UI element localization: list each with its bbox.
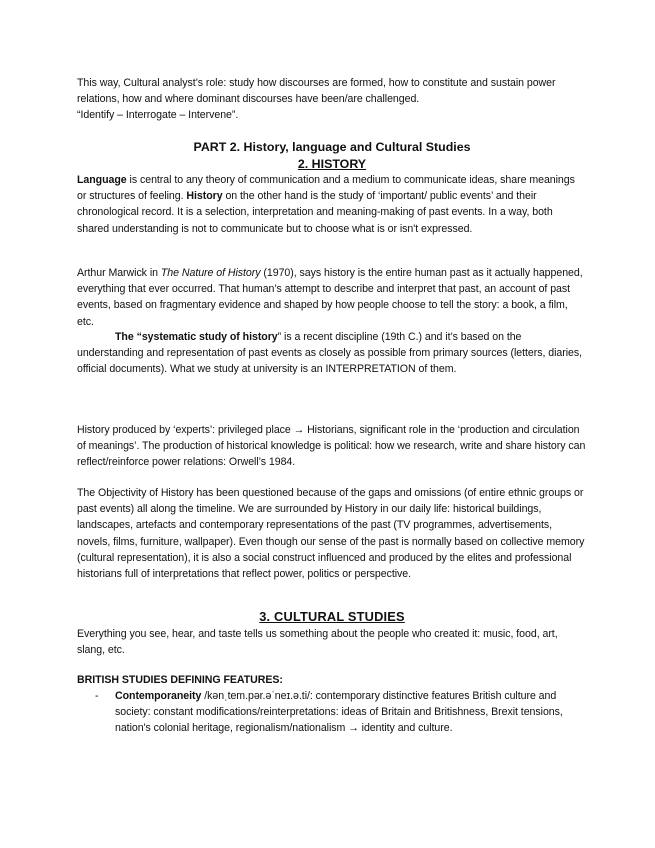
systematic-study-text: ” is a recent discipline (19th C.) and it’s based on the understanding and representation of past events as closely as possible from primary sources (letters, diaries, official documents). What we study at university is an INTERPRETATION of them. — [77, 331, 583, 376]
features-list — [77, 688, 587, 737]
history-term: History — [186, 190, 223, 203]
marwick-text-a: Arthur Marwick in — [77, 267, 161, 279]
history-para-objectivity — [77, 485, 587, 582]
language-text: is central to any theory of communication and a medium to communicate ideas, share meanings or structures of feeling. — [77, 174, 575, 203]
history-para-language — [77, 172, 587, 237]
language-term: Language — [77, 174, 127, 186]
cultural-studies-heading: 3. CULTURAL STUDIES — [259, 609, 405, 624]
experts-text: History produced by ‘experts’: privileged place → Historians, significant role in the ‘production and circulation of meanings’. The production of historical knowledge is political: how we research, write and share history can reflect/reinforce power relations: Orwell’s 1984. — [77, 424, 586, 469]
marwick-text-b: (1970), says history is the entire human past as it actually happened, everything that ever occurred. That human’s attempt to describe and interpret that past, an account of past events, based on fragmentary evidence and shaped by how people choose to tell the story: a book, a film, etc. — [77, 267, 583, 328]
intro-role-text: This way, Cultural analyst’s role: study how discourses are formed, how to constitute and sustain power relations, how and where dominant discourses have been/are challenged. — [77, 77, 556, 106]
cultural-studies-text: Everything you see, hear, and taste tells us something about the people who created it: music, food, art, slang, etc. — [77, 628, 558, 657]
systematic-study-term: The “systematic study of history — [115, 331, 278, 343]
cultural-studies-para — [77, 626, 587, 658]
pronunciation: /kənˌtem.pər.əˈneɪ.ə.ti/ — [201, 690, 310, 702]
intro-paragraph — [77, 75, 587, 124]
history-heading: 2. HISTORY — [297, 157, 367, 171]
dash-bullet: - — [95, 690, 99, 702]
book-title: The Nature of History — [160, 267, 261, 279]
contemporaneity-term: Contemporaneity — [115, 690, 202, 702]
list-item — [77, 688, 587, 737]
objectivity-text: The Objectivity of History has been questioned because of the gaps and omissions (of entire ethnic groups or past events) all along the timeline. We are surrounded by History in our daily life: historical buildings, landscapes, artefacts and contemporary representations of the past (TV programmes, advertisements, novels, films, furniture, wallpaper). Even though our sense of the past is normally based on collective memory (cultural representation), it is also a social construct influenced and produced by the elites and professional historians full of interpretations that reflect power, politics or perspective. — [77, 487, 585, 581]
history-para-systematic — [77, 329, 587, 378]
part2-title: PART 2. History, language and Cultural Studies — [193, 140, 471, 154]
contemporaneity-text: : contemporary distinctive features British culture and society: constant modifications/reinterpretations: ideas of Britain and Britishness, Brexit tensions, nation's colonial heritage, regionalism/nationalism → identity and culture. — [115, 690, 563, 735]
history-text: on the other hand is the study of ‘important/ public events’ and their chronological record. It is a selection, interpretation and meaning-making of past events. In a way, both shared understanding is not to communicate but to choose what is or isn't expressed. — [77, 190, 553, 235]
features-heading: BRITISH STUDIES DEFINING FEATURES: — [77, 674, 283, 686]
intro-motto-text: “Identify – Interrogate – Intervene”. — [77, 109, 239, 122]
history-para-experts — [77, 422, 587, 471]
history-para-marwick — [77, 265, 587, 330]
